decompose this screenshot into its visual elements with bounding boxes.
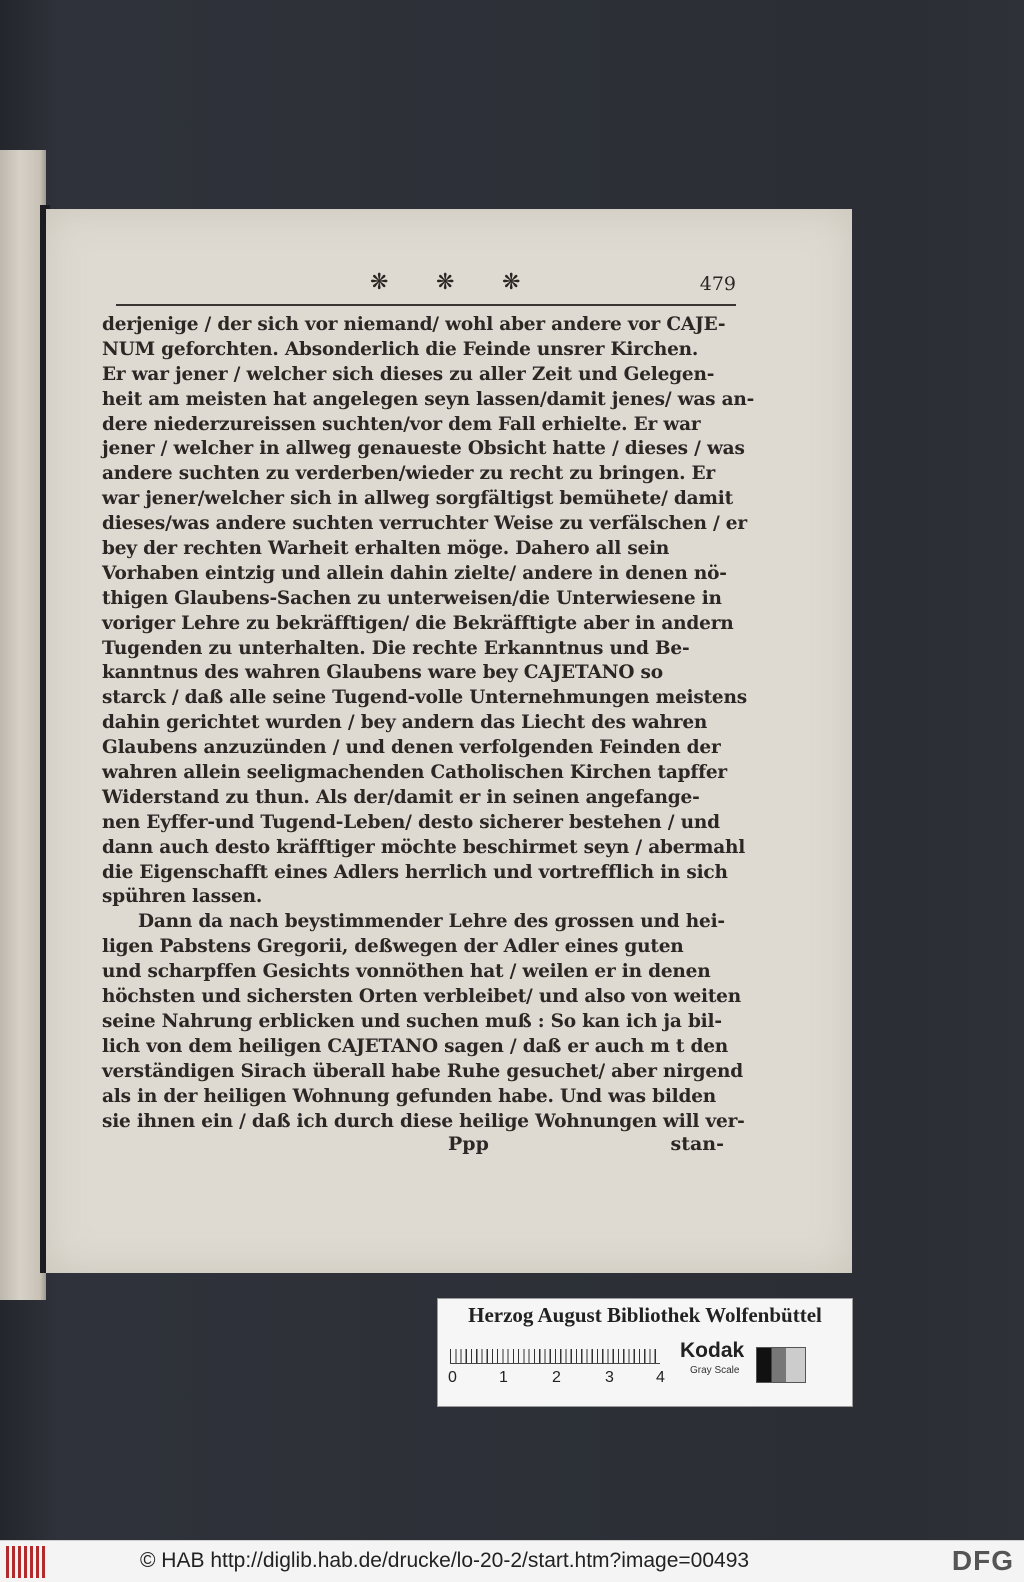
ruler-number: 4: [656, 1369, 665, 1386]
signature-mark: Ppp: [448, 1133, 489, 1156]
text-line: thigen Glaubens-Sachen zu unterweisen/die Unterwiesene in: [102, 587, 722, 609]
text-line: voriger Lehre zu bekräfftigen/ die Bekräfftigte aber in andern: [102, 612, 734, 634]
catchword: stan-: [670, 1133, 724, 1156]
text-line: sie ihnen ein / daß ich durch diese heilige Wohnungen will ver-: [102, 1110, 745, 1132]
ruler-number: 3: [605, 1369, 614, 1386]
page-text: [102, 312, 755, 1159]
text-line: dere niederzureissen suchten/vor dem Fall erhielte. Er war: [102, 413, 701, 435]
barcode-icon: [6, 1546, 48, 1578]
text-line: spühren lassen.: [102, 886, 263, 908]
kodak-gray-scale-label: Gray Scale: [690, 1365, 740, 1376]
text-line: jener / welcher in allweg genaueste Obsicht hatte / dieses / was: [102, 438, 745, 460]
text-line: lich von dem heiligen CAJETANO sagen / daß er auch m t den: [102, 1035, 729, 1057]
dfg-logo: DFG: [951, 1545, 1014, 1576]
ruler-ticks: [450, 1339, 660, 1364]
kodak-brand: Kodak: [680, 1339, 745, 1362]
scale-ruler: [450, 1339, 670, 1395]
text-line: kanntnus des wahren Glaubens ware bey CAJETANO so: [102, 662, 663, 684]
scanned-page: [46, 209, 852, 1273]
text-line: heit am meisten hat angelegen seyn lassen/damit jenes/ was an-: [102, 388, 755, 410]
text-line: wahren allein seeligmachenden Catholischen Kirchen tapffer: [102, 762, 727, 784]
text-line: NUM geforchten. Absonderlich die Feinde unsrer Kirchen.: [102, 338, 699, 360]
ruler-number: 2: [552, 1369, 561, 1386]
library-color-card: [437, 1298, 853, 1407]
ruler-number: 0: [448, 1369, 457, 1386]
ornament-icon: ❋: [370, 270, 389, 295]
text-line: verständigen Sirach überall habe Ruhe gesuchet/ aber nirgend: [102, 1060, 743, 1082]
text-line: derjenige / der sich vor niemand/ wohl aber andere vor CAJE-: [102, 314, 726, 335]
text-line: Dann da nach beystimmender Lehre des grossen und hei-: [138, 911, 725, 933]
footer-bar: [0, 1540, 1024, 1582]
library-name: Herzog August Bibliothek Wolfenbüttel: [468, 1303, 822, 1327]
page-header: [116, 271, 736, 303]
text-line: dann auch desto kräfftiger möchte beschirmet seyn / abermahl: [102, 836, 746, 858]
text-line: dieses/was andere suchten verruchter Weise zu verfälschen / er: [102, 513, 747, 535]
text-line: ligen Pabstens Gregorii, deßwegen der Adler eines guten: [102, 936, 684, 958]
text-line: war jener/welcher sich in allweg sorgfältigst bemühete/ damit: [102, 488, 733, 510]
header-rule: [116, 304, 736, 306]
text-line: Tugenden zu unterhalten. Die rechte Erkanntnus und Be-: [102, 637, 690, 659]
text-line: höchsten und sichersten Orten verbleibet/ und also von weiten: [102, 986, 742, 1008]
ruler-number: 1: [499, 1369, 508, 1386]
text-line: starck / daß alle seine Tugend-volle Unternehmungen meistens: [102, 687, 747, 709]
text-line: und scharpffen Gesichts vonnöthen hat / weilen er in denen: [102, 961, 711, 983]
text-line: Vorhaben eintzig und allein dahin zielte/ andere in denen nö-: [102, 562, 727, 584]
text-line: die Eigenschafft eines Adlers herrlich und vortrefflich in sich: [102, 861, 728, 883]
ornament-icon: ❋: [502, 270, 521, 295]
text-line: Widerstand zu thun. Als der/damit er in seinen angefange-: [102, 786, 700, 808]
text-line: dahin gerichtet wurden / bey andern das Liecht des wahren: [102, 712, 708, 734]
gray-scale-swatch: [756, 1347, 806, 1383]
ornament-icon: ❋: [436, 270, 455, 295]
text-line: bey der rechten Warheit erhalten möge. Dahero all sein: [102, 538, 670, 560]
text-line: andere suchten zu verderben/wieder zu recht zu bringen. Er: [102, 463, 715, 485]
text-line: als in der heiligen Wohnung gefunden habe. Und was bilden: [102, 1085, 717, 1107]
text-line: nen Eyffer-und Tugend-Leben/ desto sicherer bestehen / und: [102, 811, 720, 833]
page-number: 479: [699, 273, 736, 295]
page-footer-row: [102, 1133, 738, 1159]
text-line: Glaubens anzuzünden / und denen verfolgenden Feinden der: [102, 737, 721, 759]
text-line: seine Nahrung erblicken und suchen muß : So kan ich ja bil-: [102, 1010, 722, 1032]
footer-credit-link[interactable]: © HAB http://diglib.hab.de/drucke/lo-20-2/start.htm?image=00493: [140, 1549, 750, 1572]
text-line: Er war jener / welcher sich dieses zu aller Zeit und Gelegen-: [102, 363, 715, 385]
